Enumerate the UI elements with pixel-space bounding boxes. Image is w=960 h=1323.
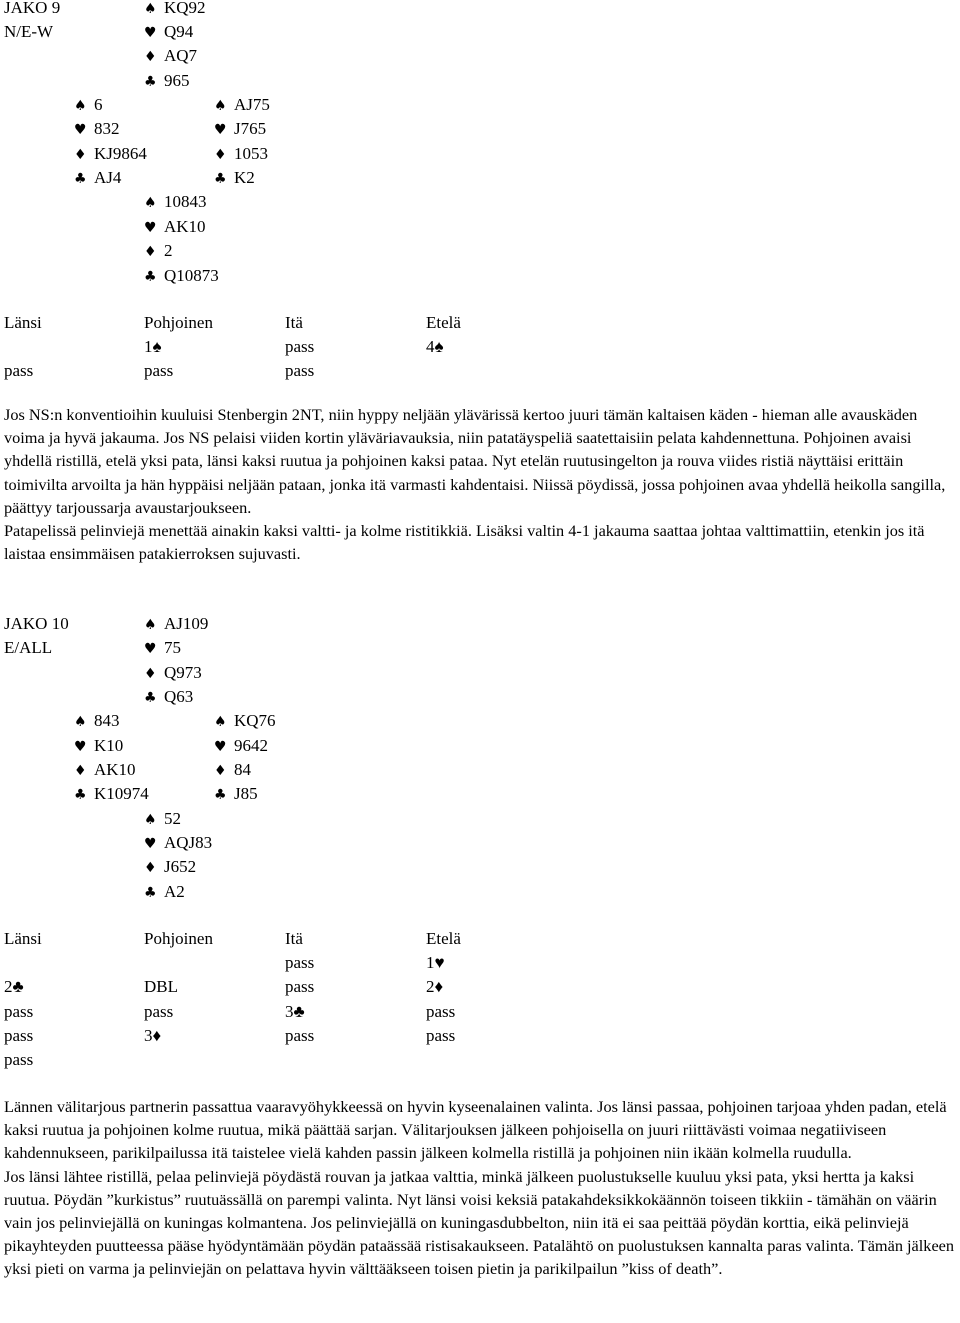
bid: pass — [4, 1050, 34, 1069]
auction-header-south: Etelä — [426, 929, 461, 948]
heart-icon: ♥ — [144, 641, 157, 657]
north-hearts: ♥ Q94 — [144, 22, 194, 41]
south-clubs: ♣ Q10873 — [144, 266, 219, 285]
south-hearts: ♥ AQJ83 — [144, 833, 213, 852]
heart-icon: ♥ — [144, 25, 157, 41]
west-hearts: ♥ K10 — [74, 736, 124, 755]
west-spades: ♠ 6 — [74, 95, 103, 114]
bid: 4♠ — [426, 337, 444, 356]
heart-icon: ♥ — [74, 122, 87, 138]
bid: pass — [144, 361, 174, 380]
diamond-icon: ♦ — [214, 763, 227, 779]
north-diamonds: ♦ AQ7 — [144, 46, 198, 65]
east-diamonds: ♦ 1053 — [214, 144, 268, 163]
bid: 3♣ — [285, 1002, 305, 1021]
auction-header-north: Pohjoinen — [144, 929, 213, 948]
diamond-icon: ♦ — [144, 860, 157, 876]
west-clubs: ♣ K10974 — [74, 784, 149, 803]
club-icon: ♣ — [214, 787, 227, 803]
south-spades: ♠ 52 — [144, 809, 181, 828]
spade-icon: ♠ — [144, 812, 157, 828]
bid: pass — [4, 1026, 34, 1045]
south-clubs: ♣ A2 — [144, 882, 185, 901]
diamond-icon: ♦ — [74, 147, 87, 163]
east-spades: ♠ AJ75 — [214, 95, 270, 114]
bid: pass — [285, 361, 315, 380]
heart-icon: ♥ — [144, 220, 157, 236]
bid: pass — [426, 1002, 456, 1021]
paragraph: Jos länsi lähtee ristillä, pelaa pelinviejä pöydästä rouvan ja jatkaa valttia, minkä jälkeen puolustukselle kuuluu yksi pata, yksi hertta ja kaksi ruutua. Pöydän ”kurkistus” ruutuässällä on parempi valinta. Nyt länsi voisi keksiä patakahdeksikkokäännön toiseen tikkiin - tämähän on väärin vain jos pelinviejällä on kuningas kolmantena. Jos pelinviejällä on kuningasdubbelton, niin itä ei saa peittää pöydän korttia, eikä pelinviejä pikayhteyden puutteessa pääse hyödyntämään pöydän pataässää ristisakaukseen. Patalähtö on puolustuksen kannalta paras valinta. Tämän jälkeen yksi pieti on varma ja pelinviejän on pelattava hyvin välttääkseen toisen pietin ja parikilpailun ”kiss of death”. — [4, 1166, 955, 1279]
spade-icon: ♠ — [74, 714, 87, 730]
board-title: JAKO 9 — [4, 0, 61, 17]
bid: pass — [144, 1002, 174, 1021]
bid: pass — [4, 1002, 34, 1021]
auction-header-west: Länsi — [4, 929, 42, 948]
auction-header-north: Pohjoinen — [144, 313, 213, 332]
heart-icon: ♥ — [74, 739, 87, 755]
spade-icon: ♠ — [214, 714, 227, 730]
east-clubs: ♣ K2 — [214, 168, 255, 187]
south-spades: ♠ 10843 — [144, 192, 207, 211]
club-icon: ♣ — [144, 885, 157, 901]
auction-header-east: Itä — [285, 929, 303, 948]
club-icon: ♣ — [144, 269, 157, 285]
west-diamonds: ♦ AK10 — [74, 760, 136, 779]
paragraph: Patapelissä pelinviejä menettää ainakin kaksi valtti- ja kolme ristitikkiä. Lisäksi valtin 4-1 jakauma saattaa johtaa valttimattiin, etenkin jos itä laistaa ensimmäisen patakierroksen sujuvasti. — [4, 521, 925, 564]
paragraph: Lännen välitarjous partnerin passattua vaaravyöhykkeessä on hyvin kyseenalainen valinta. Jos länsi passaa, pohjoinen tarjoaa yhden padan, etelä kaksi ruutua ja pohjoinen kolme ruutua, mikä päättää sarjan. Välitarjouksen jälkeen pohjoisella on juuri riittävästi voimaa negatiiviseen kahdennukseen, parikilpailussa itä taistelee vielä kahden passin jälkeen kolmella ristillä ja pohjoinen niin ikään kolmella ruudulla. — [4, 1097, 947, 1163]
bid: pass — [285, 1026, 315, 1045]
west-spades: ♠ 843 — [74, 711, 120, 730]
spade-icon: ♠ — [214, 98, 227, 114]
auction-header-west: Länsi — [4, 313, 42, 332]
club-icon: ♣ — [74, 171, 87, 187]
spade-icon: ♠ — [74, 98, 87, 114]
heart-icon: ♥ — [144, 836, 157, 852]
bid: 1♠ — [144, 337, 162, 356]
commentary — [4, 403, 960, 565]
east-hearts: ♥ J765 — [214, 119, 267, 138]
north-clubs: ♣ 965 — [144, 71, 190, 90]
spade-icon: ♠ — [144, 617, 157, 633]
south-diamonds: ♦ J652 — [144, 857, 197, 876]
heart-icon: ♥ — [214, 739, 227, 755]
east-hearts: ♥ 9642 — [214, 736, 268, 755]
bid: 2♣ — [4, 977, 24, 996]
north-hearts: ♥ 75 — [144, 638, 181, 657]
spade-icon: ♠ — [144, 195, 157, 211]
commentary — [4, 1095, 960, 1281]
diamond-icon: ♦ — [74, 763, 87, 779]
east-spades: ♠ KQ76 — [214, 711, 276, 730]
north-spades: ♠ KQ92 — [144, 0, 206, 17]
dealer-vulnerability: N/E-W — [4, 22, 54, 41]
bid: pass — [285, 337, 315, 356]
bid: 2♦ — [426, 977, 444, 996]
club-icon: ♣ — [144, 690, 157, 706]
bid: pass — [4, 361, 34, 380]
club-icon: ♣ — [144, 74, 157, 90]
east-clubs: ♣ J85 — [214, 784, 258, 803]
west-clubs: ♣ AJ4 — [74, 168, 122, 187]
diamond-icon: ♦ — [144, 666, 157, 682]
auction-header-east: Itä — [285, 313, 303, 332]
club-icon: ♣ — [74, 787, 87, 803]
auction-header-south: Etelä — [426, 313, 461, 332]
board-title: JAKO 10 — [4, 614, 69, 633]
north-clubs: ♣ Q63 — [144, 687, 194, 706]
diamond-icon: ♦ — [214, 147, 227, 163]
bid: pass — [285, 977, 315, 996]
bid: DBL — [144, 977, 178, 996]
east-diamonds: ♦ 84 — [214, 760, 251, 779]
diamond-icon: ♦ — [144, 49, 157, 65]
heart-icon: ♥ — [214, 122, 227, 138]
south-diamonds: ♦ 2 — [144, 241, 173, 260]
bid: 1♥ — [426, 953, 445, 972]
south-hearts: ♥ AK10 — [144, 217, 206, 236]
west-hearts: ♥ 832 — [74, 119, 120, 138]
dealer-vulnerability: E/ALL — [4, 638, 53, 657]
west-diamonds: ♦ KJ9864 — [74, 144, 147, 163]
club-icon: ♣ — [214, 171, 227, 187]
diamond-icon: ♦ — [144, 244, 157, 260]
paragraph: Jos NS:n konventioihin kuuluisi Stenbergin 2NT, niin hyppy neljään ylävärissä kertoo juuri tämän kaltaisen käden - hieman alle avauskäden voima ja hyvä jakauma. Jos NS pelaisi viiden kortin yläväriavauksia, niin patatäyspeliä saatettaisiin pelata kahdennettuna. Pohjoinen avaisi yhdellä ristillä, etelä yksi pata, länsi kaksi ruutua ja pohjoinen kaksi pataa. Nyt etelän ruutusingelton ja rouva viides ristiä näyttäisi erittäin toimivilta arvoilta ja hän hyppäisi neljään pataan, jonka itä varmasti kahdentaisi. Niissä pöydissä, jossa pohjoinen avaa yhdellä heikolla sangilla, päättyy tarjoussarja avaustarjoukseen. — [4, 405, 946, 517]
north-spades: ♠ AJ109 — [144, 614, 209, 633]
spade-icon: ♠ — [144, 1, 157, 17]
bid: pass — [285, 953, 315, 972]
bid: 3♦ — [144, 1026, 162, 1045]
north-diamonds: ♦ Q973 — [144, 663, 202, 682]
bid: pass — [426, 1026, 456, 1045]
